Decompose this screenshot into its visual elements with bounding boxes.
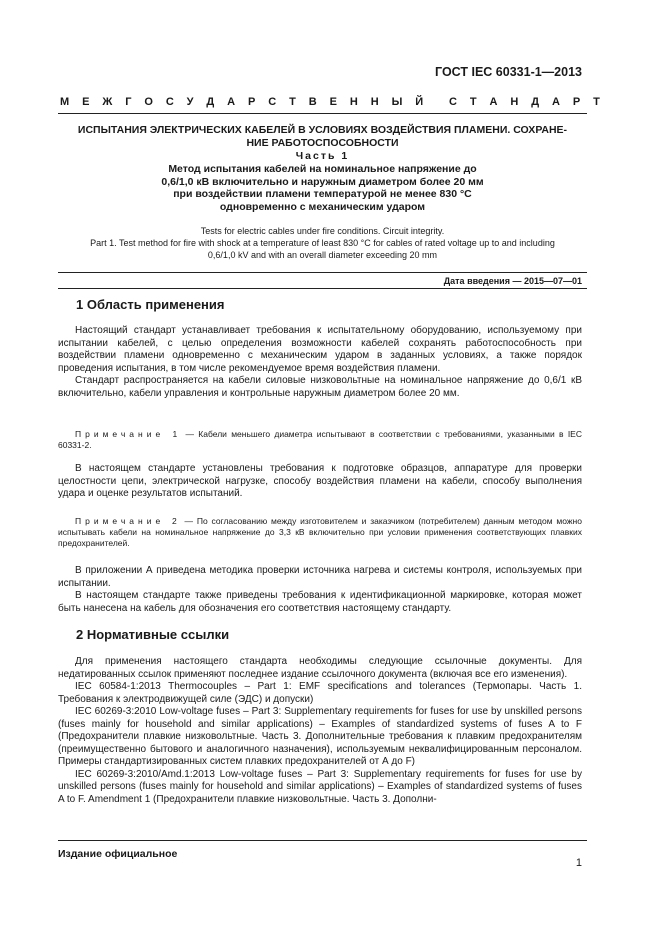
doc-type-letter: Й	[415, 96, 424, 108]
doc-type-letter: Т	[289, 96, 296, 108]
english-title-line: Part 1. Test method for fire with shock at a temperature of least 830 °C for cables of rated voltage up to and including	[90, 238, 555, 248]
doc-type-letter: Е	[329, 96, 337, 108]
reference-entry: IEC 60584-1:2013 Thermocouples – Part 1: EMF specifications and tolerances (Термопары. Часть 1. Требования к электродвижущей силе (ЭДС) и допуски)	[58, 681, 582, 705]
doc-type-letter: О	[144, 96, 153, 108]
section-1-body-2	[58, 463, 582, 501]
paragraph: В настоящем стандарте установлены требования к подготовке образцов, аппаратуре для проверки целостности цепи, электрической нагрузке, способу воздействия пламени на кабели, способу выполнения удара и оценке результатов испытаний.	[58, 463, 582, 499]
doc-type-letter: А	[489, 96, 498, 108]
doc-type-letter: Е	[82, 96, 90, 108]
paragraph: Настоящий стандарт устанавливает требования к испытательному оборудованию, используемому при испытании кабелей, с целью определения возможности кабелей сохранять работоспособность при воздействии пламени одновременно с механическим ударом в заданных условиях, а также порядок проведения испытания, в том числе рекомендуемое время воздействия пламени.	[58, 325, 582, 374]
note-text: — Кабели меньшего диаметра испытывают в соответствии с требованиями, указанными в IEC 60331-2.	[58, 429, 582, 450]
title-line: НИЕ РАБОТОСПОСОБНОСТИ	[246, 137, 399, 149]
english-title-line: 0,6/1,0 kV and with an overall diameter exceeding 20 mm	[207, 250, 438, 260]
doc-type-letter: Н	[510, 96, 519, 108]
paragraph: Стандарт распространяется на кабели силовые низковольтные на номинальное напряжение до 0,6/1 кВ включительно, кабели управления и контрольные наружным диаметром более 20 мм.	[58, 375, 582, 399]
doc-type-letter: Д	[531, 96, 540, 108]
doc-type-letter: А	[227, 96, 236, 108]
doc-type-letter: Д	[206, 96, 215, 108]
reference-entry: IEC 60269-3:2010/Amd.1:2013 Low-voltage fuses – Part 3: Supplementary requirements for fuses for use by unskilled persons (fuses mainly for household and similar applications) – Examples of standardized systems of fuses A to F. Amendment 1 (Предохранители плавкие низковольтные. Часть 3. Дополни-	[58, 768, 582, 805]
subtitle-line: Метод испытания кабелей на номинальное напряжение до	[168, 163, 477, 175]
doc-type-letter: Р	[572, 96, 581, 108]
date-top-rule	[58, 272, 587, 273]
standard-designation: ГОСТ IEC 60331-1—2013	[435, 65, 582, 79]
document-title	[58, 124, 587, 150]
section-2-body	[58, 656, 582, 806]
section-2-heading: 2 Нормативные ссылки	[76, 627, 230, 642]
paragraph: Для применения настоящего стандарта необходимы следующие ссылочные документы. Для недатированных ссылок применяют последнее издание ссылочного документа (включая все его изменения).	[58, 656, 582, 680]
doc-type-letter: Т	[593, 96, 600, 108]
note-label: Примечание 2	[75, 516, 181, 526]
document-type-heading	[60, 96, 600, 108]
note-text: — По согласованию между изготовителем и заказчиком (потребителем) данным методом можно испытывать кабели на номинальное напряжение до 3,3 кВ включительно при условии применения соответствующих плавких предохранителей.	[58, 516, 582, 548]
section-1-body-3	[58, 565, 582, 615]
english-title	[58, 225, 587, 261]
note-1	[58, 429, 582, 451]
section-1-heading: 1 Область применения	[76, 297, 225, 312]
doc-type-letter: Р	[248, 96, 256, 108]
english-title-line: Tests for electric cables under fire conditions. Circuit integrity.	[200, 226, 445, 236]
title-top-rule	[58, 113, 587, 114]
part-label: Часть 1	[295, 150, 350, 162]
doc-type-letter: У	[186, 96, 194, 108]
doc-type-letter: Н	[349, 96, 358, 108]
section-1-body	[58, 325, 582, 400]
subtitle-line: одновременно с механическим ударом	[219, 200, 426, 213]
paragraph: В настоящем стандарте также приведены требования к идентификационной маркировке, которая может быть нанесена на кабель для обозначения его соответствия настоящему стандарту.	[58, 590, 582, 614]
doc-type-letter: С	[165, 96, 174, 108]
doc-type-letter: Г	[125, 96, 132, 108]
date-bottom-rule	[58, 288, 587, 289]
introduction-date: Дата введения — 2015—07—01	[443, 276, 582, 286]
doc-type-letter: А	[551, 96, 560, 108]
doc-type-letter: С	[268, 96, 277, 108]
doc-type-letter: Н	[370, 96, 379, 108]
subtitle-line: при воздействии пламени температурой не менее 830 °С	[173, 188, 472, 200]
paragraph: В приложении А приведена методика проверки источника нагрева и системы контроля, используемых при испытании.	[58, 565, 582, 589]
footer-rule	[58, 840, 587, 841]
doc-type-letter: Ы	[391, 96, 403, 108]
doc-type-letter: В	[308, 96, 317, 108]
document-subtitle	[58, 163, 587, 213]
reference-entry: IEC 60269-3:2010 Low-voltage fuses – Part 3: Supplementary requirements for fuses for use by unskilled persons (fuses mainly for household and similar applications) – Examples of standardized systems of fuses A to F (Предохранители плавкие низковольтные. Часть 3. Дополнительные требования к плавким предохранителям (преимущественно бытового и аналогичного назначения), используемым неквалифицированным персоналом. Примеры стандартизированных систем плавких предохранителей от А до F)	[58, 706, 582, 767]
title-line: ИСПЫТАНИЯ ЭЛЕКТРИЧЕСКИХ КАБЕЛЕЙ В УСЛОВИЯХ ВОЗДЕЙСТВИЯ ПЛАМЕНИ. СОХРАНЕ-	[77, 124, 568, 136]
official-edition-label: Издание официальное	[58, 848, 178, 860]
doc-type-letter: С	[449, 96, 457, 108]
doc-type-letter: Т	[469, 96, 477, 108]
doc-type-letter: М	[60, 96, 70, 108]
note-2	[58, 516, 582, 549]
page-number: 1	[575, 857, 582, 869]
subtitle-line: 0,6/1,0 кВ включительно и наружным диаметром более 20 мм	[161, 175, 484, 188]
doc-type-letter: Ж	[102, 96, 113, 108]
note-label: Примечание 1	[75, 429, 182, 439]
